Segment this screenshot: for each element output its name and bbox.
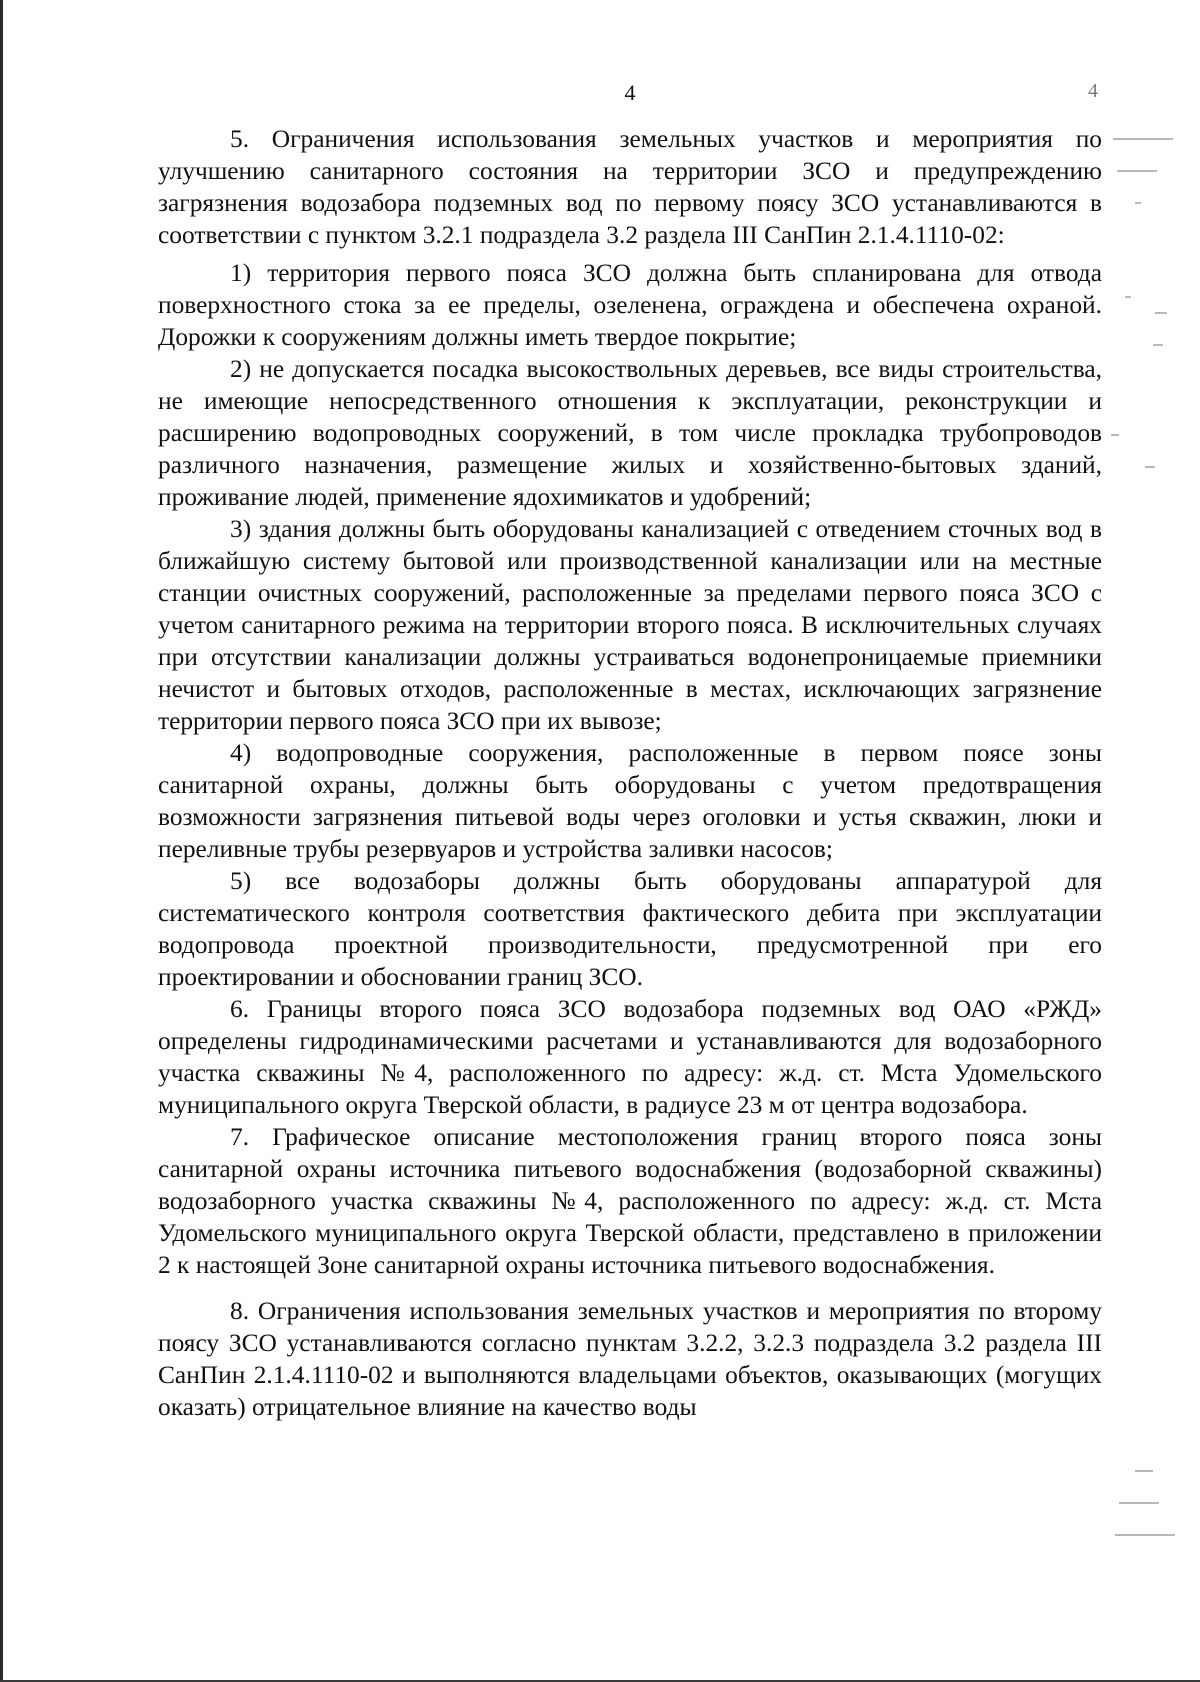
scan-speck <box>1119 1502 1159 1504</box>
page-number: 4 <box>624 80 636 105</box>
scan-speck <box>1117 170 1157 172</box>
paragraph-8: 8. Ограничения использования земельных участков и мероприятия по второму поясу ЗСО устанавливаются согласно пунктам 3.2.2, 3.2.3 подраздела 3.2 раздела III СанПин 2.1.4.1110-02 и выполняются владельцами объектов, оказывающих (могущих оказать) отрицательное влияние на качество воды <box>158 1297 1102 1421</box>
page-corner-mark: 4 <box>1088 80 1098 102</box>
scan-left-edge <box>0 0 3 1682</box>
scan-speck <box>1153 344 1163 346</box>
paragraph-5-item-1: 1) территория первого пояса ЗСО должна быть спланирована для отвода поверхностного стока за ее пределы, озеленена, ограждена и обеспечена охраной. Дорожки к сооружениям должны иметь твердое покрытие; <box>158 259 1102 351</box>
scan-speck <box>1125 296 1131 298</box>
scan-speck <box>1135 1470 1153 1472</box>
paragraph-5: 5. Ограничения использования земельных участков и мероприятия по улучшению санитарного состояния на территории ЗСО и предупреждению загрязнения водозабора подземных вод по первому поясу ЗСО устанавливаются в соответствии с пунктом 3.2.1 подраздела 3.2 раздела III СанПин 2.1.4.1110-02: <box>158 125 1102 249</box>
scan-artifacts <box>1105 130 1185 1590</box>
scan-speck <box>1135 202 1141 204</box>
paragraph-5-item-2: 2) не допускается посадка высокоствольных деревьев, все виды строительства, не имеющие непосредственного отношения к эксплуатации, реконструкции и расширению водопроводных сооружений, в том числе прокладка трубопроводов различного назначения, размещение жилых и хозяйственно-бытовых зданий, проживание людей, применение ядохимикатов и удобрений; <box>158 355 1102 511</box>
paragraph-6: 6. Границы второго пояса ЗСО водозабора подземных вод ОАО «РЖД» определены гидродинамическими расчетами и устанавливаются для водозаборного участка скважины №4, расположенного по адресу: ж.д. ст. Мста Удомельского муниципального округа Тверской области, в радиусе 23 м от центра водозабора. <box>158 995 1102 1119</box>
scan-speck <box>1113 138 1173 140</box>
paragraph-5-item-3: 3) здания должны быть оборудованы канализацией с отведением сточных вод в ближайшую систему бытовой или производственной канализации или на местные станции очистных сооружений, расположенные за пределами первого пояса ЗСО с учетом санитарного режима на территории второго пояса. В исключительных случаях при отсутствии канализации должны устраиваться водонепроницаемые приемники нечистот и бытовых отходов, расположенные в местах, исключающих загрязнение территории первого пояса ЗСО при их вывозе; <box>158 515 1102 735</box>
scan-speck <box>1115 1534 1175 1536</box>
scan-speck <box>1145 466 1155 468</box>
scan-speck <box>1155 312 1167 314</box>
paragraph-7: 7. Графическое описание местоположения границ второго пояса зоны санитарной охраны источника питьевого водоснабжения (водозаборной скважины) водозаборного участка скважины №4, расположенного по адресу: ж.д. ст. Мста Удомельского муниципального округа Тверской области, представлено в приложении 2 к настоящей Зоне санитарной охраны источника питьевого водоснабжения. <box>158 1123 1102 1279</box>
document-body <box>158 123 1102 1423</box>
paragraph-5-item-5: 5) все водозаборы должны быть оборудованы аппаратурой для систематического контроля соответствия фактического дебита при эксплуатации водопровода проектной производительности, предусмотренной при его проектировании и обосновании границ ЗСО. <box>158 867 1102 991</box>
paragraph-5-item-4: 4) водопроводные сооружения, расположенные в первом поясе зоны санитарной охраны, должны быть оборудованы с учетом предотвращения возможности загрязнения питьевой воды через оголовки и устья скважин, люки и переливные трубы резервуаров и устройства заливки насосов; <box>158 739 1102 863</box>
scan-speck <box>1111 434 1119 436</box>
